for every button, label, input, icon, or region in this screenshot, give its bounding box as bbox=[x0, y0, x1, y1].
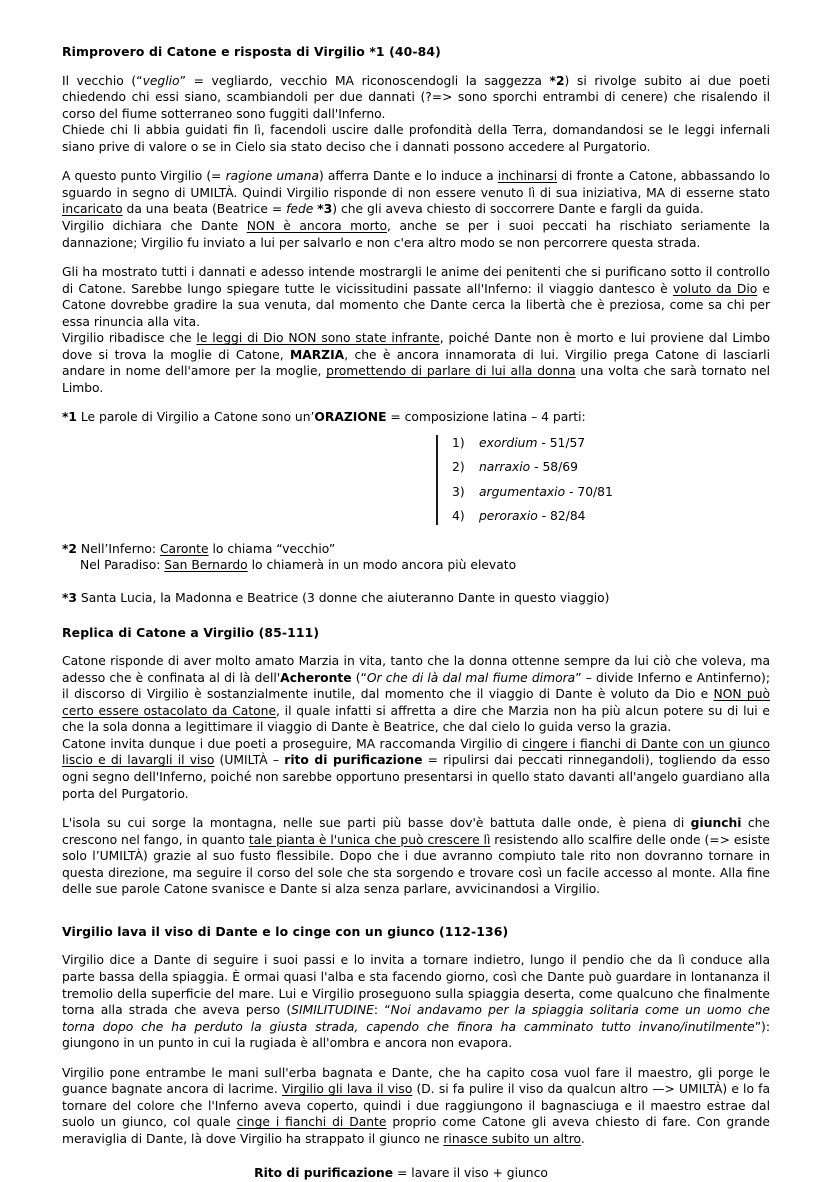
footnote-1 bbox=[62, 409, 770, 426]
part-verses: - 82/84 bbox=[541, 509, 586, 524]
paragraph: Virgilio ribadisce che le leggi di Dio NON sono state infrante, poiché Dante non è morto e lui proviene dal Limbo dove si trova la moglie di Catone, MARZIA, che è ancora innamorata di lui. Virgilio prega Catone di lasciarli andare in nome dell'amore per la moglie, promettendo di parlare di lui alla donna una volta che sarà tornato nel Limbo. bbox=[62, 331, 770, 395]
spacer bbox=[62, 911, 770, 924]
list-item-number: 2) bbox=[452, 460, 465, 475]
footnote-3-group bbox=[62, 590, 770, 607]
part-name: narraxio bbox=[479, 460, 531, 475]
list-item-number: 1) bbox=[452, 435, 465, 450]
list-item bbox=[452, 508, 702, 525]
footnote-3 bbox=[62, 590, 770, 607]
part-name: peroraxio bbox=[479, 509, 538, 524]
paragraph: Gli ha mostrato tutti i dannati e adesso intende mostrargli le anime dei penitenti che si purificano sotto il controllo di Catone. Sarebbe lungo spiegare tutte le vicissitudini passate all'Inferno: il viaggio dantesco è voluto da Dio e Catone dovrebbe gradire la sua venuta, dal momento che Dante cerca la libertà che è preziosa, come sa chi per essa rinuncia alla vita. bbox=[62, 265, 770, 329]
closing-statement: Rito di purificazione = lavare il viso + giunco bbox=[254, 1166, 548, 1181]
part-verses: - 58/69 bbox=[534, 460, 578, 475]
list-item-text bbox=[479, 435, 585, 452]
list-item bbox=[452, 484, 702, 501]
section-heading-replica: Replica di Catone a Virgilio (85-111) bbox=[62, 624, 320, 640]
paragraph: Chiede chi li abbia guidati fin lì, facendoli uscire dalle profondità della Terra, domandandosi se le leggi infernali siano prive di valore o se in Cielo sia stato deciso che i dannati possono accedere al Purgatorio. bbox=[62, 123, 770, 154]
part-name: argumentaxio bbox=[479, 484, 566, 499]
paragraph: Virgilio pone entrambe le mani sull'erba bagnata e Dante, che ha capito cosa vuol fare il maestro, gli porge le guance bagnate ancora di lacrime. Virgilio gli lava il viso (D. si fa pulire il viso da qualcun altro —> UMILTÀ) e lo fa tornare del colore che l'Inferno aveva coperto, quindi i due raggiungono il bagnasciuga e il maestro estrae dal suolo un giunco, col quale cinge i fianchi di Dante proprio come Catone gli aveva chiesto di fare. Con grande meraviglia di Dante, là dove Virgilio ha strappato il giunco ne rinasce subito un altro. bbox=[62, 1065, 770, 1146]
footnote-2-group bbox=[62, 541, 770, 574]
list-item bbox=[452, 435, 702, 452]
list-item-text bbox=[479, 459, 578, 476]
list-item-text bbox=[479, 508, 585, 525]
paragraph: Virgilio dice a Dante di seguire i suoi passi e lo invita a tornare indietro, lungo il pendio che da lì conduce alla parte bassa della spiaggia. È ormai quasi l'alba e sta facendo giorno, così che Dante può guardare in lontananza il tremolio della superficie del mare. Lui e Virgilio proseguono sulla spiaggia deserta, come qualcuno che finalmente torna alla strada che aveva perso (SIMILITUDINE: “Noi andavamo per la spiaggia solitaria come un uomo che torna dopo che ha perduto la giusta strada, capendo che finora ha camminato tutto invano/inutilmente”): giungono in un punto in cui la rugiada è all'ombra e ancora non evapora. bbox=[62, 953, 770, 1051]
part-verses: - 70/81 bbox=[569, 484, 613, 499]
section-heading-rimprovero: Rimprovero di Catone e risposta di Virgilio *1 (40-84) bbox=[62, 44, 441, 59]
part-name: exordium bbox=[479, 435, 538, 450]
footnote-3-text: Santa Lucia, la Madonna e Beatrice (3 donne che aiuteranno Dante in questo viaggio) bbox=[77, 591, 610, 606]
footnote-2-line-2: Nel Paradiso: San Bernardo lo chiamerà in un modo ancora più elevato bbox=[80, 558, 517, 573]
orazione-parts-list bbox=[436, 435, 702, 525]
section-heading-lava-viso: Virgilio lava il viso di Dante e lo cinge con un giunco (112-136) bbox=[62, 923, 509, 939]
list-item-number: 4) bbox=[452, 509, 465, 524]
list-item bbox=[452, 459, 702, 476]
paragraph: Catone invita dunque i due poeti a proseguire, MA raccomanda Virgilio di cingere i fianchi di Dante con un giunco liscio e di lavargli il viso (UMILTÀ – rito di purificazione = ripulirsi dai peccati rinnegandoli), togliendo da esso ogni segno dell'Inferno, poiché non sarebbe opportuno presentarsi in quello stato davanti all'angelo guardiano alla porta del Purgatorio. bbox=[62, 736, 770, 801]
footnote-3-marker: *3 bbox=[62, 591, 77, 606]
paragraph: Virgilio dichiara che Dante NON è ancora morto, anche se per i suoi peccati ha rischiato seriamente la dannazione; Virgilio fu inviato a lui per salvarlo e non c'era altro modo se non percorrere questa strada. bbox=[62, 218, 770, 250]
part-verses: - 51/57 bbox=[541, 435, 586, 450]
footnote-2-marker: *2 bbox=[62, 541, 77, 556]
paragraph: Catone risponde di aver molto amato Marzia in vita, tanto che la donna ottenne sempre da lui ciò che voleva, ma adesso che è confinata al di là dell'Acheronte (“Or che di là dal mal fiume dimora” – divide Inferno e Antinferno); il discorso di Virgilio è sostanzialmente inutile, dal momento che il viaggio di Dante è voluto da Dio e NON può certo essere ostacolato da Catone, il quale infatti si affretta a dire che Marzia non ha più alcun potere su di lui e che la sola donna a legittimare il viaggio di Dante è Beatrice, che dal cielo lo guida verso la grazia. bbox=[62, 654, 771, 735]
footnote-2-line-1: Nell’Inferno: Caronte lo chiama “vecchio” bbox=[77, 541, 336, 556]
section-body-replica bbox=[62, 653, 770, 897]
paragraph: A questo punto Virgilio (= ragione umana) afferra Dante e lo induce a inchinarsi di fronte a Catone, abbassando lo sguardo in segno di UMILTÀ. Quindi Virgilio risponde di non essere venuto lì di sua iniziativa, MA di esserne stato incaricato da una beata (Beatrice = fede *3) che gli aveva chiesto di soccorrere Dante e fargli da guida. bbox=[62, 169, 771, 217]
document-body bbox=[62, 44, 770, 1182]
list-item-text bbox=[479, 484, 613, 501]
section-body-rimprovero bbox=[62, 73, 770, 397]
section-body-lava-viso bbox=[62, 952, 770, 1147]
list-item-number: 3) bbox=[452, 484, 465, 499]
paragraph: L'isola su cui sorge la montagna, nelle sue parti più basse dov'è battuta dalle onde, è piena di giunchi che crescono nel fango, in quanto tale pianta è l'unica che può crescere lì resistendo allo scalfire delle onde (=> esiste solo l’UMILTÀ) grazie al suo fusto flessibile. Dopo che i due avranno compiuto tale rito non dovranno tornare in questa direzione, ma seguire il corso del sole che sta sorgendo e trovare così un facile accesso al monte. Alla fine delle sue parole Catone svanisce e Dante si alza senza parlare, avvicinandosi a Virgilio. bbox=[62, 816, 771, 897]
paragraph: Il vecchio (“veglio” = vegliardo, vecchio MA riconoscendogli la saggezza *2) si rivolge subito ai due poeti chiedendo chi essi siano, scambiandoli per due dannati (?=> sono sporchi entrambi di cenere) che risalendo il corso del fiume sotterraneo sono fuggiti dall'Inferno. bbox=[62, 73, 770, 121]
footnote-1-marker: *1 bbox=[62, 410, 77, 425]
spacer bbox=[62, 607, 770, 625]
footnote-1-text: Le parole di Virgilio a Catone sono un’ORAZIONE = composizione latina – 4 parti: bbox=[77, 410, 586, 425]
footnote-2 bbox=[62, 541, 770, 558]
